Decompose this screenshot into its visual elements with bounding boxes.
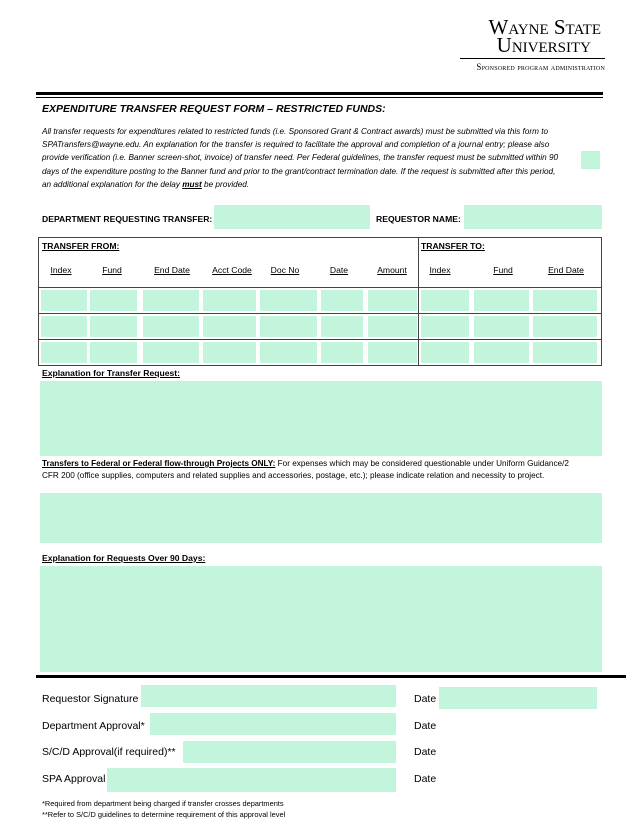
transfer-to-label: TRANSFER TO: <box>421 241 485 251</box>
table-cell-row2-from-amount[interactable] <box>368 316 417 337</box>
requestor-signature-label: Requestor Signature <box>42 693 139 705</box>
intro-must: must <box>182 179 202 189</box>
table-cell-row2-to-end-date[interactable] <box>533 316 597 337</box>
table-cell-row1-to-end-date[interactable] <box>533 290 597 311</box>
requestor-date-label: Date <box>414 693 437 705</box>
logo-line-2: University <box>496 33 591 57</box>
col-from-acct-code: Acct Code <box>212 265 252 275</box>
table-cell-row3-to-end-date[interactable] <box>533 342 597 363</box>
table-cell-row1-to-index[interactable] <box>421 290 469 311</box>
col-from-end-date: End Date <box>154 265 190 275</box>
federal-textarea[interactable] <box>40 493 602 543</box>
table-row-rule-2 <box>38 339 602 340</box>
footnote-1: *Required from department being charged if transfer crosses departments <box>42 799 284 808</box>
federal-label: Transfers to Federal or Federal flow-through Projects ONLY: <box>42 459 276 468</box>
logo-divider <box>460 58 605 59</box>
table-cell-row1-from-doc-no[interactable] <box>260 290 317 311</box>
table-cell-row3-from-date[interactable] <box>321 342 363 363</box>
requestor-name-input[interactable] <box>464 205 602 229</box>
requestor-name-label: REQUESTOR NAME: <box>376 214 461 224</box>
logo-subtitle: Sponsored program administration <box>476 62 605 72</box>
form-title: EXPENDITURE TRANSFER REQUEST FORM – RESTRICTED FUNDS: <box>42 103 386 115</box>
spa-approval-label: SPA Approval <box>42 773 106 785</box>
spa-date-label: Date <box>414 773 437 785</box>
transfer-from-label: TRANSFER FROM: <box>42 241 120 251</box>
table-cell-row2-from-date[interactable] <box>321 316 363 337</box>
table-cell-row1-from-acct-code[interactable] <box>203 290 256 311</box>
table-cell-row3-from-acct-code[interactable] <box>203 342 256 363</box>
dept-requesting-label: DEPARTMENT REQUESTING TRANSFER: <box>42 214 213 224</box>
table-row-rule-1 <box>38 313 602 314</box>
table-cell-row1-from-fund[interactable] <box>90 290 137 311</box>
table-from-to-divider <box>418 237 419 366</box>
table-cell-row2-from-index[interactable] <box>41 316 87 337</box>
table-cell-row1-to-fund[interactable] <box>474 290 529 311</box>
table-cell-row3-from-fund[interactable] <box>90 342 137 363</box>
header-rule-thick <box>36 92 603 95</box>
signature-rule <box>36 675 626 678</box>
table-cell-row3-from-amount[interactable] <box>368 342 417 363</box>
table-cell-row3-from-doc-no[interactable] <box>260 342 317 363</box>
scd-date-label: Date <box>414 746 437 758</box>
scd-approval-input[interactable] <box>183 741 396 763</box>
logo-line-1: Wayne State <box>488 15 601 39</box>
explanation-textarea[interactable] <box>40 381 602 456</box>
table-cell-row1-from-index[interactable] <box>41 290 87 311</box>
col-from-fund: Fund <box>102 265 122 275</box>
dept-requesting-input[interactable] <box>214 205 370 229</box>
table-cell-row3-to-index[interactable] <box>421 342 469 363</box>
col-to-index: Index <box>429 265 451 275</box>
table-cell-row1-from-end-date[interactable] <box>143 290 199 311</box>
over-90-days-textarea[interactable] <box>40 566 602 672</box>
table-cell-row2-to-fund[interactable] <box>474 316 529 337</box>
requestor-date-input[interactable] <box>439 687 597 709</box>
col-to-fund: Fund <box>493 265 513 275</box>
explanation-label: Explanation for Transfer Request: <box>42 368 181 378</box>
table-cell-row1-from-amount[interactable] <box>368 290 417 311</box>
table-cell-row2-to-index[interactable] <box>421 316 469 337</box>
header-rule-thin <box>36 97 603 98</box>
table-cell-row2-from-fund[interactable] <box>90 316 137 337</box>
requestor-signature-input[interactable] <box>141 685 396 707</box>
table-cell-row2-from-acct-code[interactable] <box>203 316 256 337</box>
federal-text: Transfers to Federal or Federal flow-through Projects ONLY: For expenses which may be considered questionable under Uniform Guidance/2 CFR 200 (office supplies, computers and related supplies and accessories, postage, etc.); please indicate relation and necessity to project. <box>42 459 569 481</box>
col-from-date: Date <box>329 265 349 275</box>
intro-side-field[interactable] <box>581 151 600 169</box>
department-approval-input[interactable] <box>150 713 396 735</box>
col-from-doc-no: Doc No <box>270 265 300 275</box>
table-cell-row3-to-fund[interactable] <box>474 342 529 363</box>
department-approval-label: Department Approval* <box>42 720 145 732</box>
department-date-label: Date <box>414 720 437 732</box>
table-cell-row1-from-date[interactable] <box>321 290 363 311</box>
scd-approval-label: S/C/D Approval(if required)** <box>42 746 176 758</box>
spa-approval-input[interactable] <box>107 768 396 792</box>
table-cell-row2-from-doc-no[interactable] <box>260 316 317 337</box>
over-90-days-label: Explanation for Requests Over 90 Days: <box>42 553 206 563</box>
table-cell-row3-from-end-date[interactable] <box>143 342 199 363</box>
col-from-index: Index <box>50 265 72 275</box>
table-header-rule <box>38 287 602 288</box>
footnote-2: **Refer to S/C/D guidelines to determine requirement of this approval level <box>42 810 286 819</box>
university-logo <box>455 14 605 74</box>
table-cell-row2-from-end-date[interactable] <box>143 316 199 337</box>
col-from-amount: Amount <box>377 265 407 275</box>
col-to-end-date: End Date <box>548 265 584 275</box>
table-cell-row3-from-index[interactable] <box>41 342 87 363</box>
intro-text: All transfer requests for expenditures related to restricted funds (i.e. Sponsored Grant & Contract awards) must be submitted via this form to SPATransfers@wayne.edu. An explanation for the transfer is required to facilitate the approval and completion of a journal entry; please also provide verification (i.e. Banner screen-shot, invoice) of transfer need. Per Federal guidelines, the transfer request must be submitted within 90 days of the expenditure posting to the Banner fund and prior to the grant/contract termination date. If the request is submitted after this period, an additional explanation for the delay must be provided. <box>42 127 559 189</box>
